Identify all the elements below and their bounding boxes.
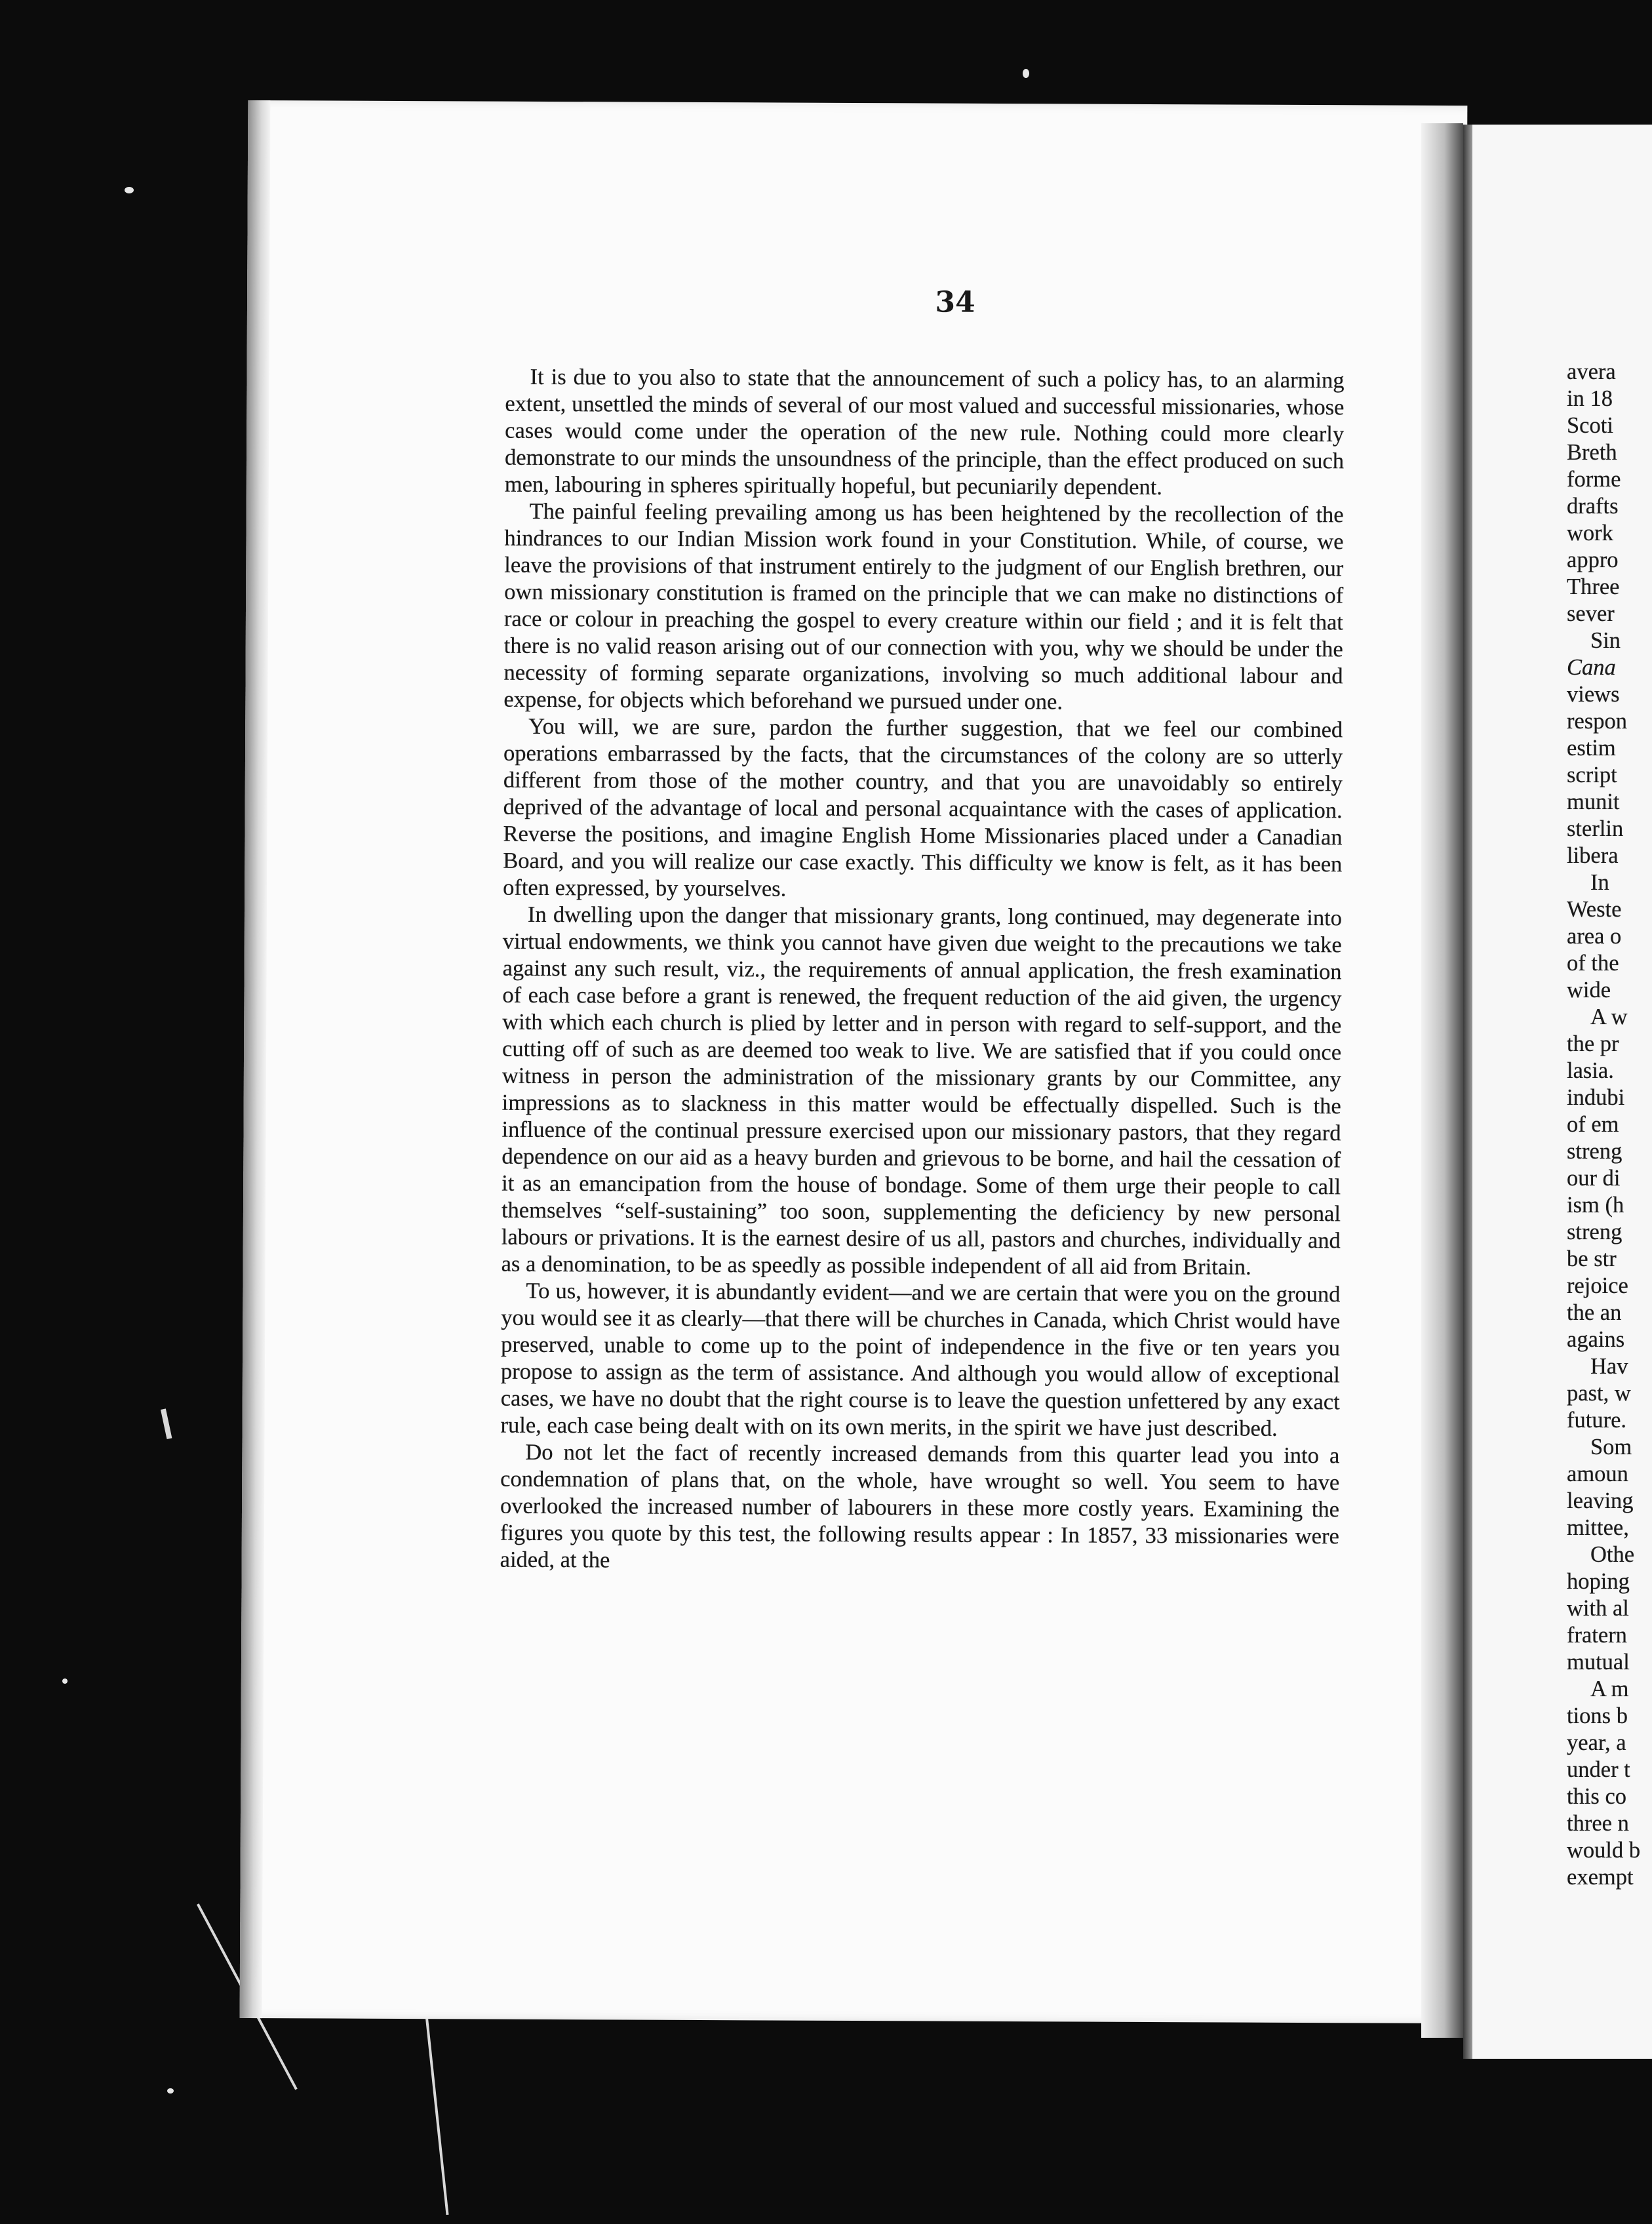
adjacent-line-fragment: streng <box>1567 1139 1622 1164</box>
adjacent-line-fragment: work <box>1567 521 1613 546</box>
page-number: 34 <box>935 285 975 319</box>
adjacent-line-fragment: streng <box>1567 1220 1622 1244</box>
scan-artifact-hair <box>161 1408 172 1439</box>
adjacent-line-fragment: In <box>1590 870 1609 895</box>
adjacent-line-fragment: tions b <box>1567 1703 1628 1728</box>
adjacent-line-fragment: A w <box>1590 1004 1628 1029</box>
adjacent-line-fragment: this co <box>1567 1784 1627 1809</box>
adjacent-line-fragment: agains <box>1567 1327 1625 1352</box>
adjacent-line-fragment: under t <box>1567 1757 1630 1782</box>
adjacent-line-fragment: fratern <box>1567 1623 1627 1648</box>
adjacent-line-fragment: Scoti <box>1567 413 1613 438</box>
adjacent-line-fragment: be str <box>1567 1246 1617 1271</box>
paragraph: To us, however, it is abundantly evident—and we are certain that were you on the ground you would see it as clearly—that there will be churches in Canada, which Christ would have preserved, unable to come up to the point of independence in the five or ten years you propose to assign as the term of assistance. And although you would allow of exceptional cases, we have no doubt that the right course is to leave the question unfettered by any exact rule, each case being dealt with on its own merits, in the spirit we have just described. <box>500 1278 1341 1441</box>
adjacent-line-fragment: of the <box>1567 951 1619 976</box>
adjacent-line-fragment: the an <box>1567 1300 1622 1325</box>
adjacent-line-fragment: Som <box>1590 1435 1632 1460</box>
paragraph: The painful feeling prevailing among us has been heightened by the recollection of the hindrances to our Indian Mission work found in your Constitution. While, of course, we leave the provisions of that instrument entirely to the judgment of our English brethren, our own missionary constitution is framed on the principle that we can make no distinctions of race or colour in preaching the gospel to every creature within our field ; and it is felt that there is no valid reason arising out of our connection with you, why we should be under the necessity of forming separate organizations, involving so much additional labour and expense, for objects which beforehand we pursued under one. <box>503 498 1344 715</box>
adjacent-line-fragment: estim <box>1567 736 1616 761</box>
adjacent-line-fragment: three n <box>1567 1811 1629 1836</box>
paragraph: You will, we are sure, pardon the further suggestion, that we feel our combined operations embarrassed by the facts, that the circumstances of the colony are so utterly different from those of the mother country, and that you are unavoidably so entirely deprived of the advantage of local and personal acquaintance with the cases of application. Reverse the positions, and imagine English Home Missionaries placed under a Canadian Board, and you will realize our case exactly. This difficulty we know is felt, as it has been often expressed, by yourselves. <box>503 713 1343 902</box>
adjacent-line-fragment: year, a <box>1567 1730 1626 1755</box>
adjacent-line-fragment: appro <box>1567 547 1619 572</box>
adjacent-line-fragment: in 18 <box>1567 386 1613 411</box>
book-gutter <box>1421 123 1463 2038</box>
adjacent-line-fragment: A m <box>1590 1677 1629 1701</box>
adjacent-line-fragment: future. <box>1567 1408 1627 1433</box>
adjacent-line-fragment: with al <box>1567 1596 1629 1621</box>
adjacent-line-fragment: exempt <box>1567 1865 1634 1890</box>
adjacent-line-fragment: mittee, <box>1567 1515 1629 1540</box>
adjacent-line-fragment: Othe <box>1590 1542 1635 1567</box>
adjacent-line-fragment: avera <box>1567 359 1616 384</box>
adjacent-line-fragment: libera <box>1567 843 1619 868</box>
adjacent-line-fragment: respon <box>1567 709 1627 734</box>
adjacent-line-fragment: the pr <box>1567 1031 1619 1056</box>
adjacent-line-fragment: mutual <box>1567 1650 1630 1675</box>
paragraph: Do not let the fact of recently increased demands from this quarter lead you into a condemnation of plans that, on the whole, have wrought so well. You seem to have overlooked the increased number of labourers in these more costly years. Examining the figures you quote by this test, the following results appear : In 1857, 33 missionaries were aided, at the <box>500 1439 1340 1573</box>
adjacent-line-fragment: rejoice <box>1567 1273 1628 1298</box>
adjacent-line-fragment: sterlin <box>1567 816 1624 841</box>
book-spine <box>1463 125 1472 2059</box>
adjacent-line-fragment: hoping <box>1567 1569 1630 1594</box>
adjacent-line-fragment: munit <box>1567 789 1620 814</box>
adjacent-page-text <box>1567 359 1652 1891</box>
paragraph: It is due to you also to state that the announcement of such a policy has, to an alarming extent, unsettled the minds of several of our most valued and successful missionaries, whose cases would come under the operation of the new rule. Nothing could more clearly demonstrate to our minds the unsoundness of the principle, than the effect produced on such men, labouring in spheres spiritually hopeful, but pecuniarily dependent. <box>504 364 1345 500</box>
adjacent-line-fragment: past, w <box>1567 1381 1631 1406</box>
adjacent-line-fragment: leaving <box>1567 1488 1634 1513</box>
adjacent-line-fragment: script <box>1567 763 1617 787</box>
page-edge <box>240 100 271 2018</box>
adjacent-line-fragment: Cana <box>1567 655 1616 680</box>
adjacent-line-fragment: Hav <box>1590 1354 1628 1379</box>
adjacent-line-fragment: drafts <box>1567 494 1619 519</box>
adjacent-line-fragment: would b <box>1567 1838 1641 1863</box>
adjacent-line-fragment: area o <box>1567 924 1622 949</box>
adjacent-line-fragment: Three <box>1567 574 1620 599</box>
adjacent-line-fragment: amoun <box>1567 1461 1628 1486</box>
adjacent-line-fragment: wide <box>1567 978 1611 1003</box>
adjacent-page <box>1463 125 1652 2059</box>
adjacent-line-fragment: our di <box>1567 1166 1621 1191</box>
scan-artifact-hair <box>423 1993 449 2215</box>
adjacent-line-fragment: ism (h <box>1567 1193 1624 1218</box>
adjacent-line-fragment: Sin <box>1590 628 1621 653</box>
page-body-text <box>500 364 1345 1578</box>
adjacent-line-fragment: Breth <box>1567 440 1617 465</box>
adjacent-line-fragment: forme <box>1567 467 1621 492</box>
adjacent-line-fragment: of em <box>1567 1112 1619 1137</box>
adjacent-line-fragment: sever <box>1567 601 1615 626</box>
adjacent-line-fragment: views <box>1567 682 1620 707</box>
adjacent-line-fragment: indubi <box>1567 1085 1625 1110</box>
paragraph: In dwelling upon the danger that missionary grants, long continued, may degenerate into virtual endowments, we think you cannot have given due weight to the precautions we take against any such result, viz., the requirements of annual application, the fresh examination of each case before a grant is renewed, the frequent reduction of the aid given, the urgency with which each church is plied by letter and in person with regard to self-support, and the cutting off of such as are deemed too weak to live. We are satisfied that if you could once witness in person the administration of the missionary grants by our Committee, any impressions as to slackness in this matter would be effectually dispelled. Such is the influence of the continual pressure exercised upon our missionary pastors, that they regard dependence on our aid as a heavy burden and grievous to be borne, and hail the cessation of it as an emancipation from the house of bondage. Some of them urge their people to call themselves “self-sustaining” too soon, supplementing the deficiency by new personal labours or privations. It is the earnest desire of us all, pastors and churches, individually and as a denomination, to be as speedly as possible independent of all aid from Britain. <box>501 902 1343 1280</box>
adjacent-line-fragment: lasia. <box>1567 1058 1614 1083</box>
adjacent-line-fragment: Weste <box>1567 897 1622 922</box>
book-page <box>240 100 1468 2023</box>
